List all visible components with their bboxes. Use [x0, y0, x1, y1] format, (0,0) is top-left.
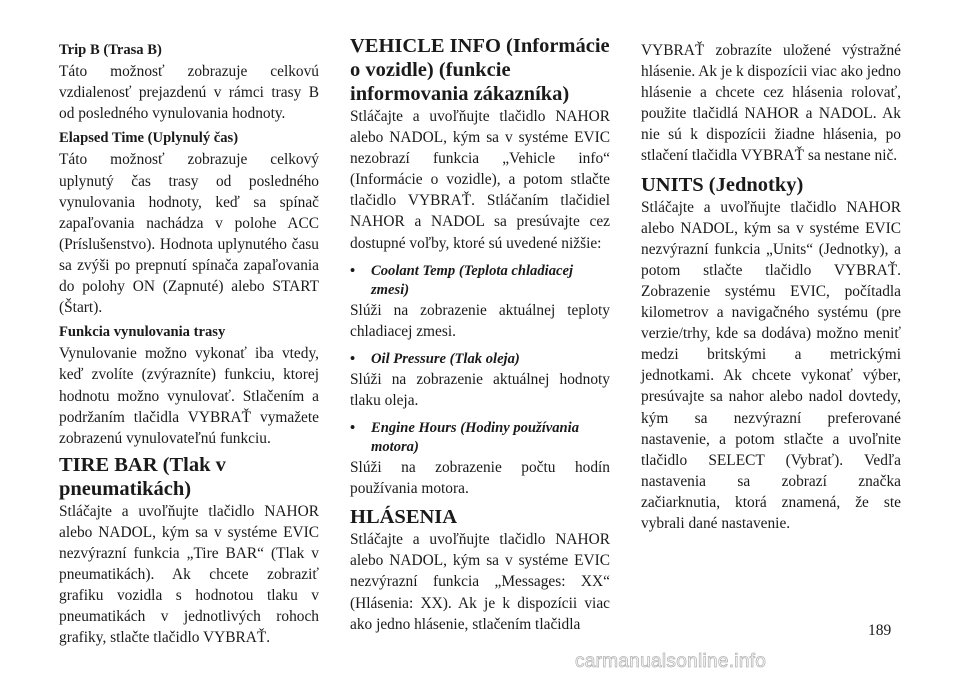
bullet-coolant-temp	[350, 262, 610, 300]
column-middle	[350, 35, 610, 635]
elapsed-time-heading: Elapsed Time (Uplynulý čas)	[59, 130, 239, 147]
engine-hours-text: Slúži na zobrazenie počtu hodín používania motora.	[350, 459, 610, 498]
vehicle-info-heading: VEHICLE INFO (Informácie o vozidle) (funkcie informovania zákazníka)	[350, 35, 610, 105]
tire-bar-heading: TIRE BAR (Tlak v pneumatikách)	[59, 453, 226, 500]
bullet-label: Coolant Temp (Teplota chladiacej zmesi)	[371, 262, 574, 298]
bullet-icon: •	[350, 350, 356, 367]
page-number: 189	[868, 622, 892, 639]
units-heading: UNITS (Jednotky)	[641, 173, 804, 196]
units-text: Stláčajte a uvoľňujte tlačidlo NAHOR alebo NADOL, kým sa v systéme EVIC nezvýrazní funkcia „Units“ (Jednotky), a potom stlačte tlačidlo VYBRAŤ. Zobrazenie systému EVIC, počítadla kilometrov a navigačného systému (pre verzie/trhy, kde sa dodáva) možno meniť medzi britskými a metrickými jednotkami. Ak chcete vykonať výber, presúvajte sa nahor alebo nadol dovtedy, kým sa nezvýrazní preferované nastavenie, a potom stlačte a uvoľnite tlačidlo SELECT (Vybrať). Vedľa nastavenia sa zobrazí značka začiarknutia, ktorá znamená, že ste vybrali dané nastavenie.	[641, 198, 901, 532]
bullet-oil-pressure	[350, 350, 610, 369]
coolant-temp-text: Slúži na zobrazenie aktuálnej teploty chladiacej zmesi.	[350, 301, 610, 340]
bullet-icon: •	[350, 262, 356, 279]
elapsed-time-text: Táto možnosť zobrazuje celkový uplynutý čas trasy od posledného vynulovania hodnoty, keď sa spínač zapaľovania nachádza v polohe ACC (Príslušenstvo). Hodnota uplynutého času sa zvýši po prepnutí spínača zapaľovania do polohy ON (Zapnuté) alebo START (Štart).	[59, 151, 319, 317]
trip-reset-text: Vynulovanie možno vykonať iba vtedy, keď zvolíte (zvýrazníte) funkciu, ktorej hodnotu možno vynulovať. Stlačením a podržaním tlačidla VYBRAŤ vymažete zobrazenú vynulovateľnú funkciu.	[59, 345, 319, 447]
tire-bar-text: Stláčajte a uvoľňujte tlačidlo NAHOR alebo NADOL, kým sa v systéme EVIC nezvýrazní funkcia „Tire BAR“ (Tlak v pneumatikách). Ak chcete zobraziť grafiku vozidla s hodnotou tlaku v pneumatikách v jednotlivých rohoch grafiky, stlačte tlačidlo VYBRAŤ.	[59, 502, 319, 647]
bullet-engine-hours	[350, 419, 610, 457]
messages-continued-text: VYBRAŤ zobrazíte uložené výstražné hlásenie. Ak je k dispozícii viac ako jedno hlásenie a chcete cez hlásenia rolovať, použite tlačidlá NAHOR a NADOL. Ak nie sú k dispozícii žiadne hlásenia, po stlačení tlačidla VYBRAŤ sa nestane nič.	[641, 42, 901, 165]
column-right	[641, 40, 901, 534]
trip-reset-heading: Funkcia vynulovania trasy	[59, 324, 226, 341]
bullet-label: Engine Hours (Hodiny používania motora)	[371, 420, 580, 456]
watermark-logo: carmanualsonline.info	[575, 651, 767, 672]
vehicle-info-text: Stláčajte a uvoľňujte tlačidlo NAHOR alebo NADOL, kým sa v systéme EVIC nezobrazí funkcia „Vehicle info“ (Informácie o vozidle), a potom stlačte tlačidlo VYBRAŤ. Stláčaním tlačidiel NAHOR a NADOL sa presúvajte cez dostupné voľby, ktoré sú uvedené nižšie:	[350, 108, 610, 252]
messages-text: Stláčajte a uvoľňujte tlačidlo NAHOR alebo NADOL, kým sa v systéme EVIC nezvýrazní funkcia „Messages: XX“ (Hlásenia: XX). Ak je k dispozícii viac ako jedno hlásenie, stlačením tlačidla	[350, 531, 610, 633]
trip-b-text: Táto možnosť zobrazuje celkovú vzdialenosť prejazdenú v rámci trasy B od posledného vynulovania hodnoty.	[59, 63, 319, 123]
messages-heading: HLÁSENIA	[350, 506, 458, 529]
oil-pressure-text: Slúži na zobrazenie aktuálnej hodnoty tlaku oleja.	[350, 370, 610, 409]
bullet-icon: •	[350, 420, 356, 437]
trip-b-heading: Trip B (Trasa B)	[59, 42, 162, 58]
column-left	[59, 40, 319, 648]
bullet-label: Oil Pressure (Tlak oleja)	[371, 350, 520, 367]
